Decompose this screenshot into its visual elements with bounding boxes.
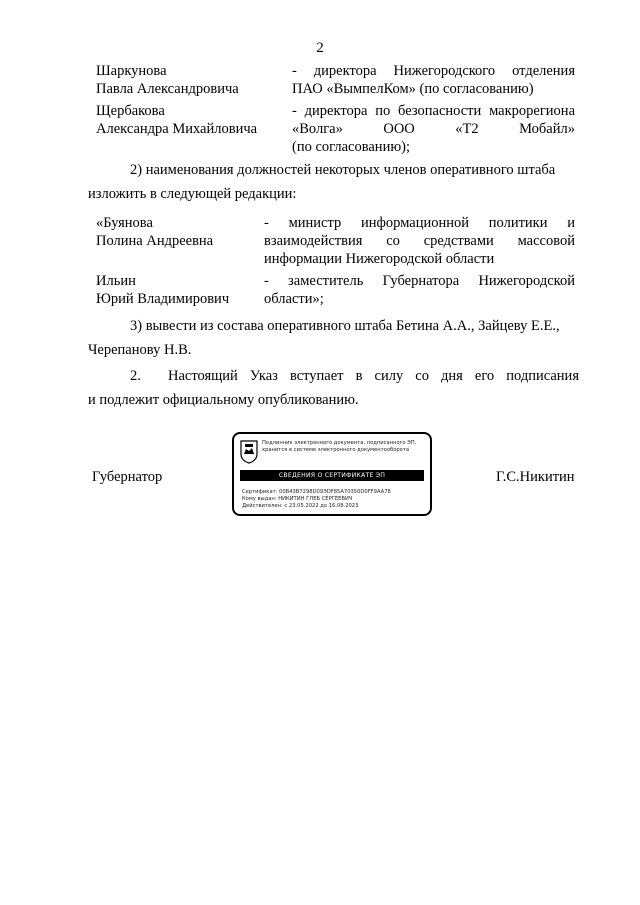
position-line: - директора Нижегородского отделения — [292, 63, 575, 79]
paragraph-text: изложить в следующей редакции: — [88, 186, 297, 202]
member-surname: «Буянова — [96, 215, 153, 231]
position-line: «Волга» ООО «Т2 Мобайл» — [292, 121, 575, 137]
member-name — [96, 214, 213, 250]
page-number: 2 — [316, 40, 324, 56]
member-surname: Щербакова — [96, 103, 165, 119]
position-line: (по согласованию); — [292, 139, 411, 155]
member-given-names: Павла Александровича — [96, 81, 239, 97]
signer-title: Губернатор — [92, 469, 163, 485]
position-line: информации Нижегородской области — [264, 251, 495, 267]
paragraph-text: Черепанову Н.В. — [88, 342, 192, 358]
paragraph-text: 3) вывести из состава оперативного штаба Бетина А.А., Зайцеву Е.Е., — [130, 318, 560, 334]
member-name — [96, 102, 257, 138]
stamp-header: СВЕДЕНИЯ О СЕРТИФИКАТЕ ЭП — [240, 470, 424, 481]
member-surname: Шаркунова — [96, 63, 167, 79]
member-given-names: Александра Михайловича — [96, 121, 258, 137]
position-line: - директора по безопасности макрорегиона — [292, 103, 575, 119]
position-line: - заместитель Губернатора Нижегородской — [264, 273, 575, 289]
stamp-note: Подлинник электронного документа, подписанного ЭП, хранится в системе электронного документооборота — [262, 440, 417, 453]
position-line: - министр информационной политики и — [264, 215, 575, 231]
member-name — [96, 62, 239, 98]
paragraph-text: 2) наименования должностей некоторых членов оперативного штаба — [130, 162, 556, 178]
stamp-validity: Действителен: с 23.05.2022 до 16.08.2023 — [242, 503, 359, 509]
stamp-issued-to: Кому выдан: НИКИТИН ГЛЕБ СЕРГЕЕВИЧ — [242, 496, 353, 502]
stamp-certificate: Сертификат: 00B43B7298D09ЭDF85A70350D0FF9AA78 — [242, 489, 391, 495]
item-number: 2. — [130, 368, 141, 384]
electronic-signature-stamp — [232, 432, 432, 516]
member-name — [96, 272, 229, 308]
paragraph-text: и подлежит официальному опубликованию. — [88, 392, 359, 408]
member-position — [264, 272, 575, 308]
position-line: взаимодействия со средствами массовой — [264, 233, 575, 249]
position-line: ПАО «ВымпелКом» (по согласованию) — [292, 81, 534, 97]
member-surname: Ильин — [96, 273, 136, 289]
coat-of-arms-icon — [240, 440, 258, 464]
member-position — [292, 102, 575, 156]
member-given-names: Полина Андреевна — [96, 233, 214, 249]
member-given-names: Юрий Владимирович — [96, 291, 230, 307]
member-position — [264, 214, 575, 268]
member-position — [292, 62, 575, 98]
paragraph-text: Настоящий Указ вступает в силу со дня его подписания — [168, 368, 579, 384]
position-line: области»; — [264, 291, 324, 307]
signer-name: Г.С.Никитин — [496, 469, 575, 485]
